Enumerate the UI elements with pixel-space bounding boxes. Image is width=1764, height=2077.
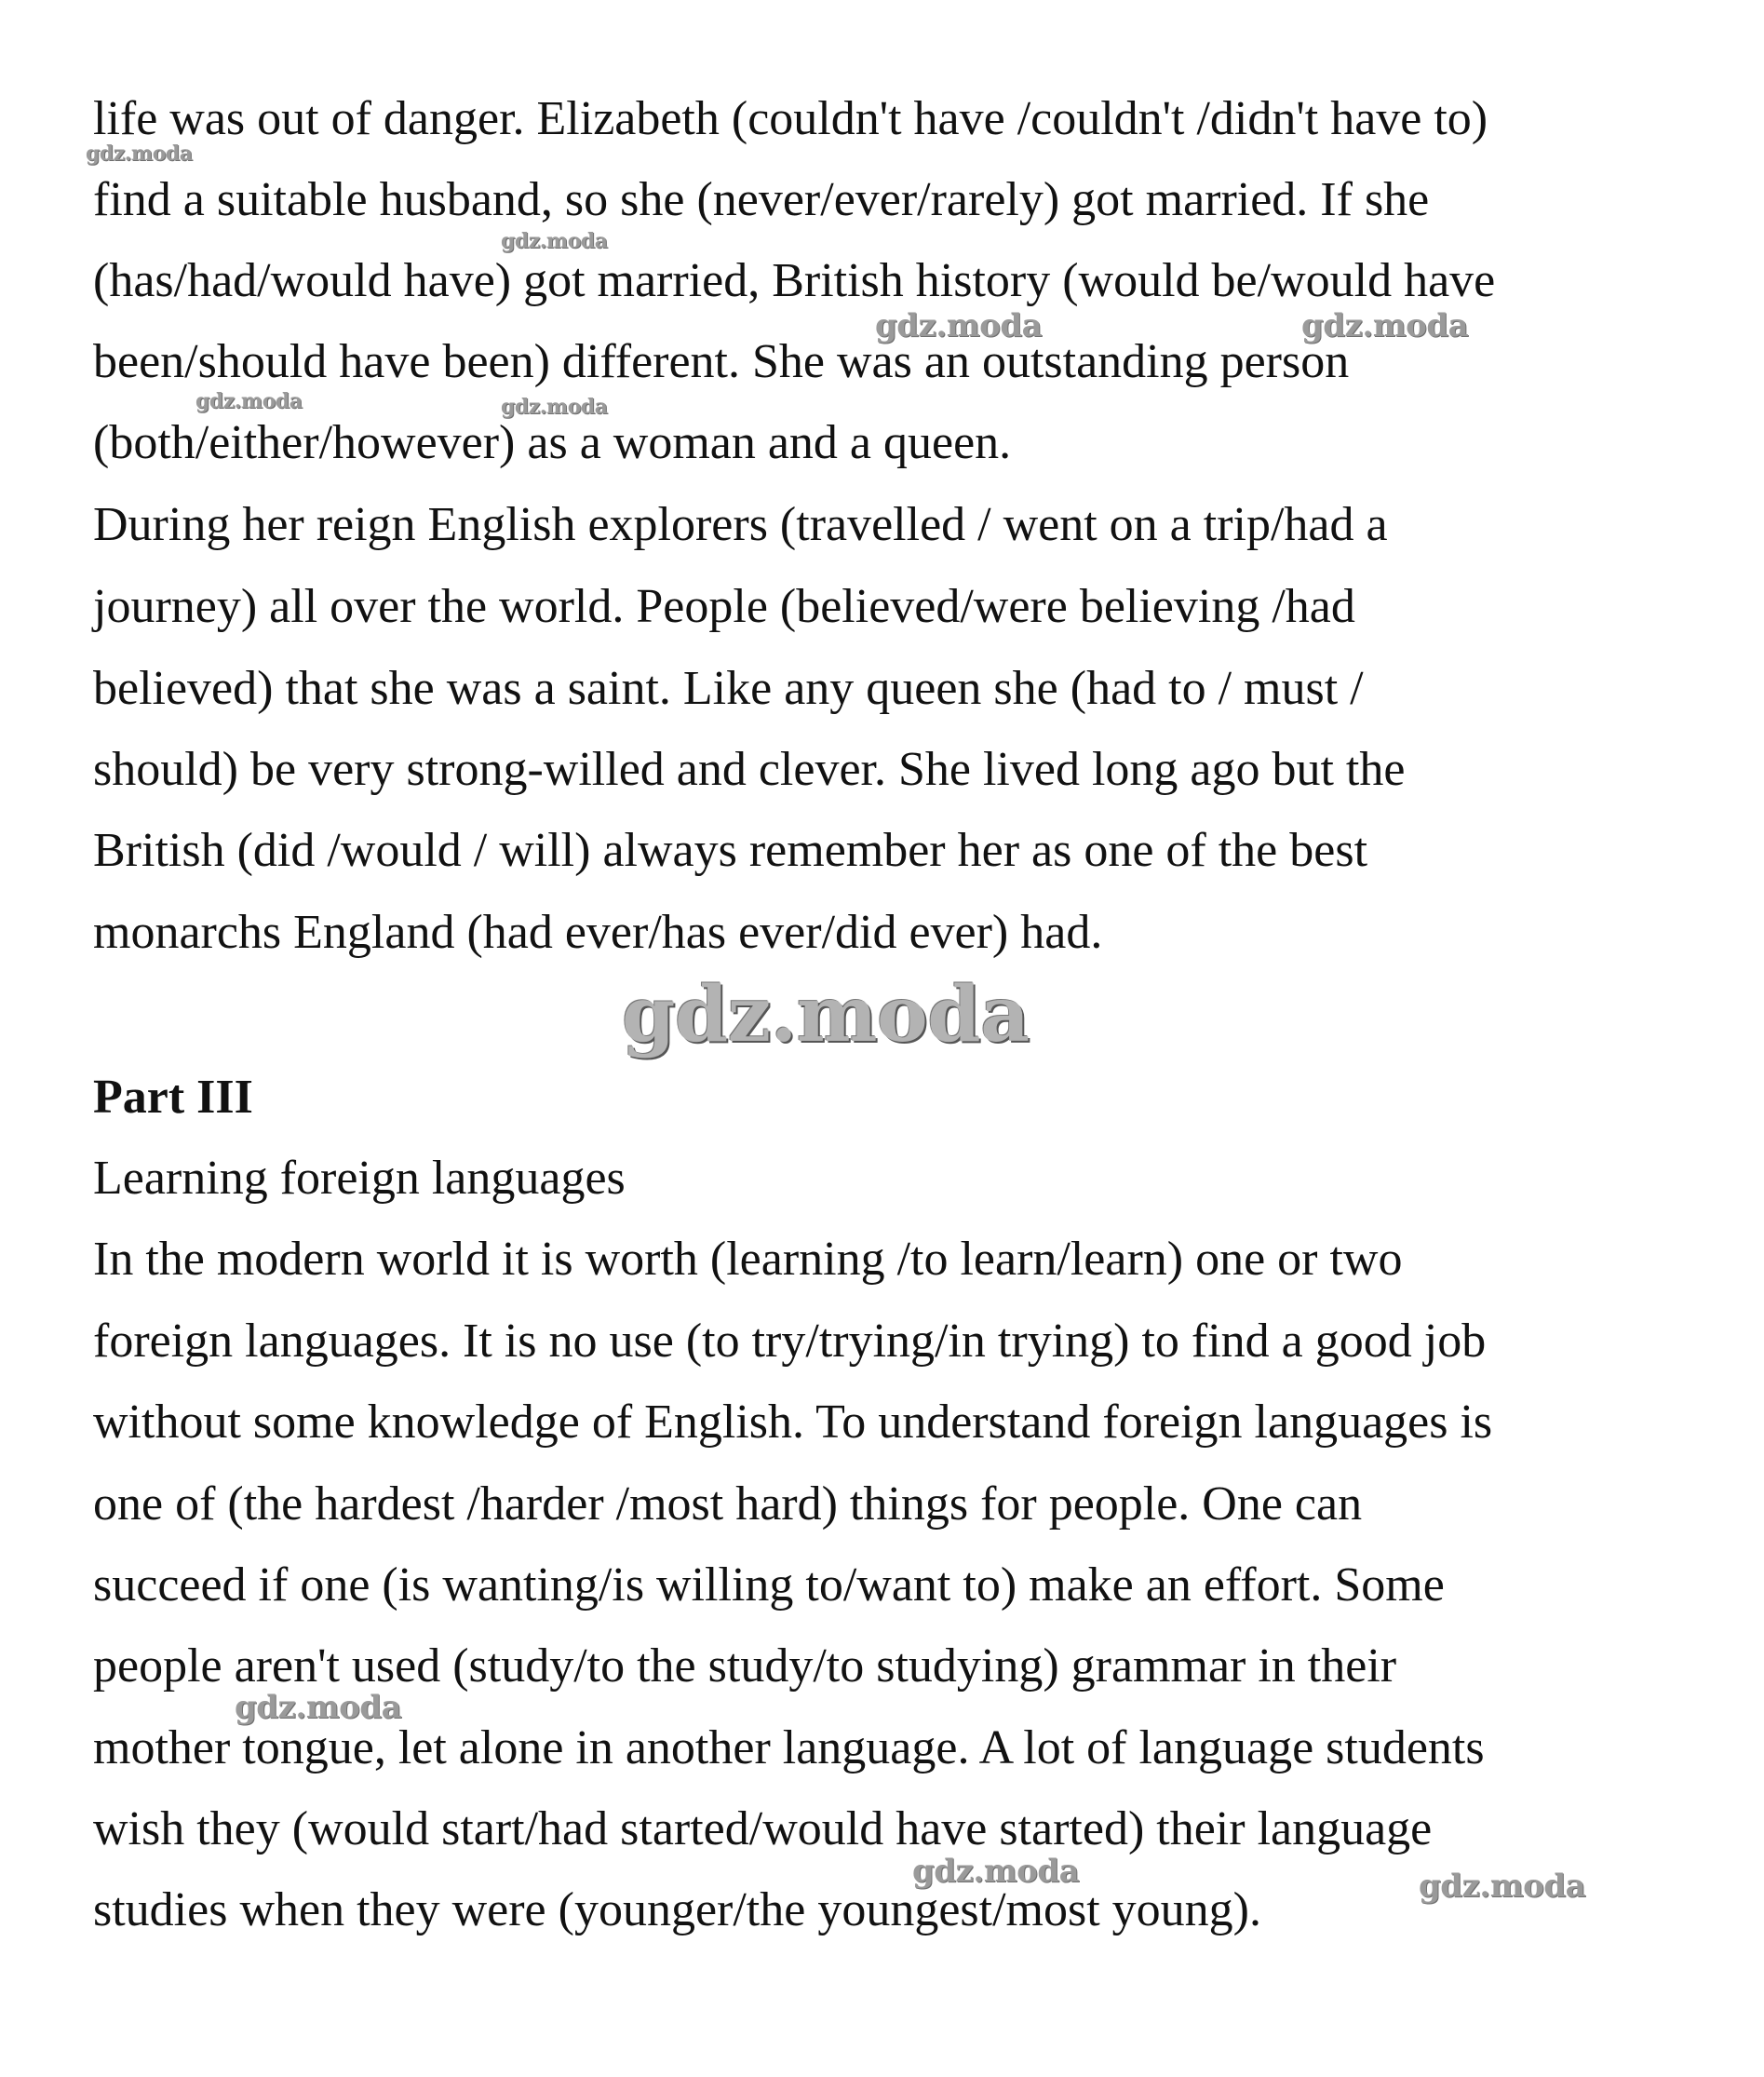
text-line: without some knowledge of English. To understand foreign languages is [93,1396,1493,1449]
text-line: wish they (would start/had started/would have started) their language [93,1802,1433,1855]
text-line: been/should have been) different. She was an outstanding person [93,335,1350,388]
text-line: (both/either/however) as a woman and a queen. [93,416,1012,469]
section-title: Learning foreign languages [93,1152,626,1205]
text-line: find a suitable husband, so she (never/ever/rarely) got married. If she [93,173,1430,226]
text-line: journey) all over the world. People (believed/were believing /had [93,580,1355,633]
watermark: gdz.moda [875,307,1043,344]
watermark: gdz.moda [501,395,608,419]
watermark: gdz.moda [501,229,608,253]
part-heading: Part III [93,1071,253,1124]
text-line: life was out of danger. Elizabeth (couldn't have /couldn't /didn't have to) [93,92,1488,145]
watermark: gdz.moda [912,1853,1080,1890]
text-line: studies when they were (younger/the youngest/most young). [93,1883,1261,1936]
watermark: gdz.moda [622,970,1030,1059]
watermark: gdz.moda [1301,307,1469,344]
text-line: British (did /would / will) always remember her as one of the best [93,824,1368,877]
text-line: should) be very strong-willed and clever. She lived long ago but the [93,743,1406,796]
text-line: believed) that she was a saint. Like any queen she (had to / must / [93,662,1364,715]
text-line: monarchs England (had ever/has ever/did ever) had. [93,906,1103,959]
text-line: succeed if one (is wanting/is willing to/want to) make an effort. Some [93,1558,1445,1612]
text-line: In the modern world it is worth (learning /to learn/learn) one or two [93,1233,1403,1286]
text-line: During her reign English explorers (travelled / went on a trip/had a [93,498,1388,551]
text-line: foreign languages. It is no use (to try/trying/in trying) to find a good job [93,1315,1487,1368]
text-line: people aren't used (study/to the study/to studying) grammar in their [93,1639,1397,1693]
text-line: one of (the hardest /harder /most hard) things for people. One can [93,1477,1363,1531]
watermark: gdz.moda [235,1689,402,1726]
watermark: gdz.moda [195,389,303,413]
text-line: mother tongue, let alone in another language. A lot of language students [93,1721,1485,1774]
watermark: gdz.moda [86,142,193,166]
text-line: (has/had/would have) got married, British history (would be/would have [93,254,1496,307]
watermark: gdz.moda [1419,1868,1586,1905]
